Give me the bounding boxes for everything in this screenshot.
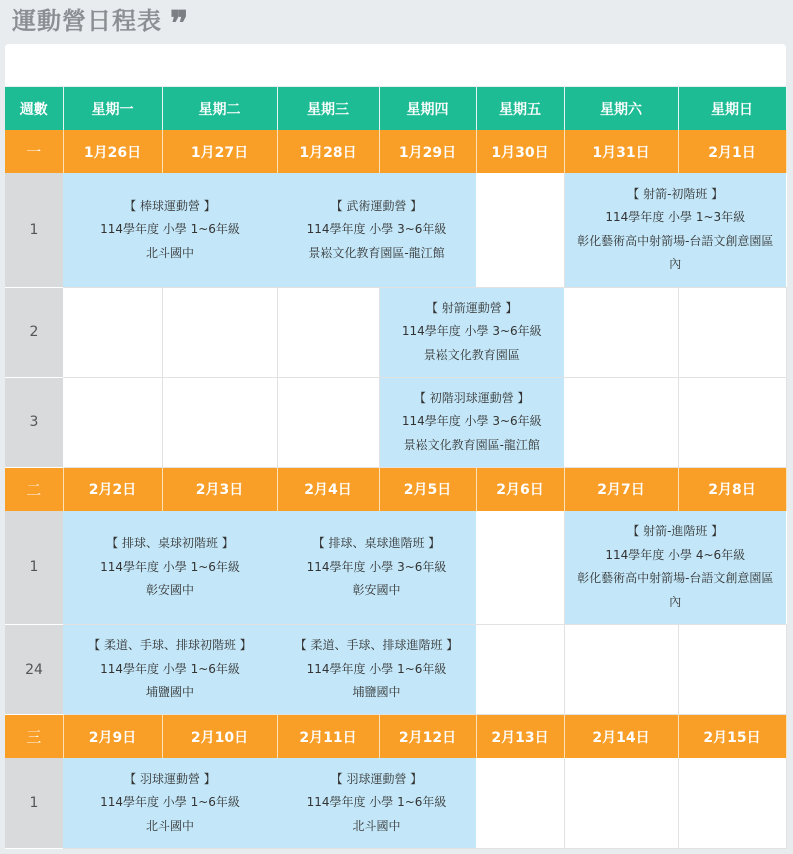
week-row <box>5 467 786 511</box>
event-name: 【 羽球運動營 】 <box>330 771 423 786</box>
header-week: 週數 <box>5 87 63 130</box>
event-grade: 114學年度 小學 1~6年級 <box>306 795 447 809</box>
empty-cell <box>678 377 786 467</box>
empty-cell <box>476 625 564 715</box>
event-grade: 114學年度 小學 1~6年級 <box>100 661 240 676</box>
empty-cell <box>63 377 162 467</box>
event-name: 【 排球、桌球初階班 】 <box>106 536 234 550</box>
slot-row <box>5 173 786 287</box>
event-grade: 114學年度 小學 3~6年級 <box>401 414 542 429</box>
event-grade: 114學年度 小學 3~6年級 <box>306 222 447 236</box>
event-cell[interactable] <box>277 625 476 715</box>
header-tuesday: 星期二 <box>162 87 277 130</box>
schedule-card-top <box>5 44 786 86</box>
slot-row <box>5 625 786 715</box>
slot-number: 1 <box>5 173 63 287</box>
empty-cell <box>678 758 786 848</box>
event-name: 【 柔道、手球、排球初階班 】 <box>88 638 252 653</box>
week-row <box>5 130 786 173</box>
empty-cell <box>277 287 379 377</box>
empty-cell <box>277 377 379 467</box>
event-cell[interactable] <box>63 625 277 715</box>
header-thursday: 星期四 <box>379 87 476 130</box>
event-cell[interactable] <box>63 173 277 287</box>
slot-row <box>5 287 786 377</box>
empty-cell <box>678 287 786 377</box>
page-title-text: 運動營日程表 <box>12 7 162 35</box>
header-saturday: 星期六 <box>564 87 678 130</box>
event-grade: 114學年度 小學 1~6年級 <box>100 222 240 236</box>
empty-cell <box>564 625 678 715</box>
event-place: 彰化藝術高中射箭場-台語文創意園區內 <box>577 233 774 272</box>
header-friday: 星期五 <box>476 87 564 130</box>
event-cell[interactable] <box>63 511 277 625</box>
header-wednesday: 星期三 <box>277 87 379 130</box>
event-cell[interactable] <box>379 377 564 467</box>
date-cell: 2月7日 <box>564 467 678 511</box>
event-name: 【 射箭-進階班 】 <box>627 524 724 539</box>
empty-cell <box>564 758 678 848</box>
slot-row <box>5 511 786 625</box>
page-title <box>12 4 189 44</box>
date-cell: 2月11日 <box>277 715 379 759</box>
event-name: 【 排球、桌球進階班 】 <box>312 536 441 550</box>
event-place: 北斗國中 <box>145 245 194 260</box>
empty-cell <box>564 377 678 467</box>
slot-number: 3 <box>5 377 63 467</box>
empty-cell <box>564 287 678 377</box>
date-cell: 2月9日 <box>63 715 162 759</box>
event-place: 彰安國中 <box>145 583 194 597</box>
date-cell: 1月27日 <box>162 130 277 173</box>
event-name: 【 射箭-初階班 】 <box>627 186 724 201</box>
date-cell: 1月30日 <box>476 130 564 173</box>
header-monday: 星期一 <box>63 87 162 130</box>
date-cell: 1月31日 <box>564 130 678 173</box>
slot-row <box>5 377 786 467</box>
event-grade: 114學年度 小學 4~6年級 <box>605 547 746 562</box>
event-grade: 114學年度 小學 3~6年級 <box>401 324 542 339</box>
empty-cell <box>162 377 277 467</box>
date-cell: 2月5日 <box>379 467 476 511</box>
event-place: 北斗國中 <box>145 818 194 833</box>
event-cell[interactable] <box>63 758 277 848</box>
slot-number: 2 <box>5 287 63 377</box>
event-place: 彰化藝術高中射箭場-台語文創意園區內 <box>577 571 774 609</box>
date-cell: 2月3日 <box>162 467 277 511</box>
week-label: 二 <box>5 467 63 511</box>
date-cell: 2月4日 <box>277 467 379 511</box>
event-place: 景崧文化教育園區 <box>423 347 520 362</box>
slot-number: 24 <box>5 625 63 715</box>
date-cell: 2月8日 <box>678 467 786 511</box>
date-cell: 1月29日 <box>379 130 476 173</box>
date-cell: 2月15日 <box>678 715 786 759</box>
empty-cell <box>476 511 564 625</box>
date-cell: 2月12日 <box>379 715 476 759</box>
header-sunday: 星期日 <box>678 87 786 130</box>
event-cell[interactable] <box>277 173 476 287</box>
event-name: 【 武術運動營 】 <box>330 198 423 213</box>
empty-cell <box>63 287 162 377</box>
event-grade: 114學年度 小學 1~6年級 <box>306 661 447 676</box>
event-place: 埔鹽國中 <box>352 685 401 700</box>
slot-number: 1 <box>5 758 63 848</box>
date-cell: 1月26日 <box>63 130 162 173</box>
event-place: 北斗國中 <box>352 818 401 833</box>
event-name: 【 射箭運動營 】 <box>425 300 518 315</box>
event-place: 景崧文化教育園區-龍江館 <box>403 437 540 452</box>
event-name: 【 羽球運動營 】 <box>124 771 216 786</box>
empty-cell <box>162 287 277 377</box>
date-cell: 2月13日 <box>476 715 564 759</box>
event-cell[interactable] <box>564 511 786 625</box>
slot-row <box>5 758 786 848</box>
event-cell[interactable] <box>379 287 564 377</box>
event-place: 景崧文化教育園區-龍江館 <box>308 245 445 260</box>
date-cell: 2月10日 <box>162 715 277 759</box>
event-place: 彰安國中 <box>352 583 401 597</box>
event-grade: 114學年度 小學 1~6年級 <box>100 795 240 809</box>
event-cell[interactable] <box>277 511 476 625</box>
empty-cell <box>678 625 786 715</box>
empty-cell <box>476 173 564 287</box>
week-row <box>5 715 786 759</box>
event-place: 埔鹽國中 <box>145 685 194 700</box>
event-name: 【 柔道、手球、排球進階班 】 <box>294 638 459 653</box>
event-grade: 114學年度 小學 3~6年級 <box>306 559 447 574</box>
event-name: 【 棒球運動營 】 <box>124 198 216 213</box>
header-row <box>5 87 786 130</box>
week-label: 一 <box>5 130 63 173</box>
date-cell: 2月2日 <box>63 467 162 511</box>
quote-icon: ❞ <box>170 4 190 44</box>
empty-cell <box>476 758 564 848</box>
event-grade: 114學年度 小學 1~3年級 <box>605 210 746 225</box>
week-label: 三 <box>5 715 63 759</box>
event-cell[interactable] <box>277 758 476 848</box>
schedule-table <box>5 87 787 849</box>
slot-number: 1 <box>5 511 63 625</box>
event-grade: 114學年度 小學 1~6年級 <box>100 559 240 574</box>
date-cell: 2月1日 <box>678 130 786 173</box>
event-cell[interactable] <box>564 173 786 287</box>
date-cell: 2月14日 <box>564 715 678 759</box>
date-cell: 1月28日 <box>277 130 379 173</box>
date-cell: 2月6日 <box>476 467 564 511</box>
event-name: 【 初階羽球運動營 】 <box>413 390 530 405</box>
